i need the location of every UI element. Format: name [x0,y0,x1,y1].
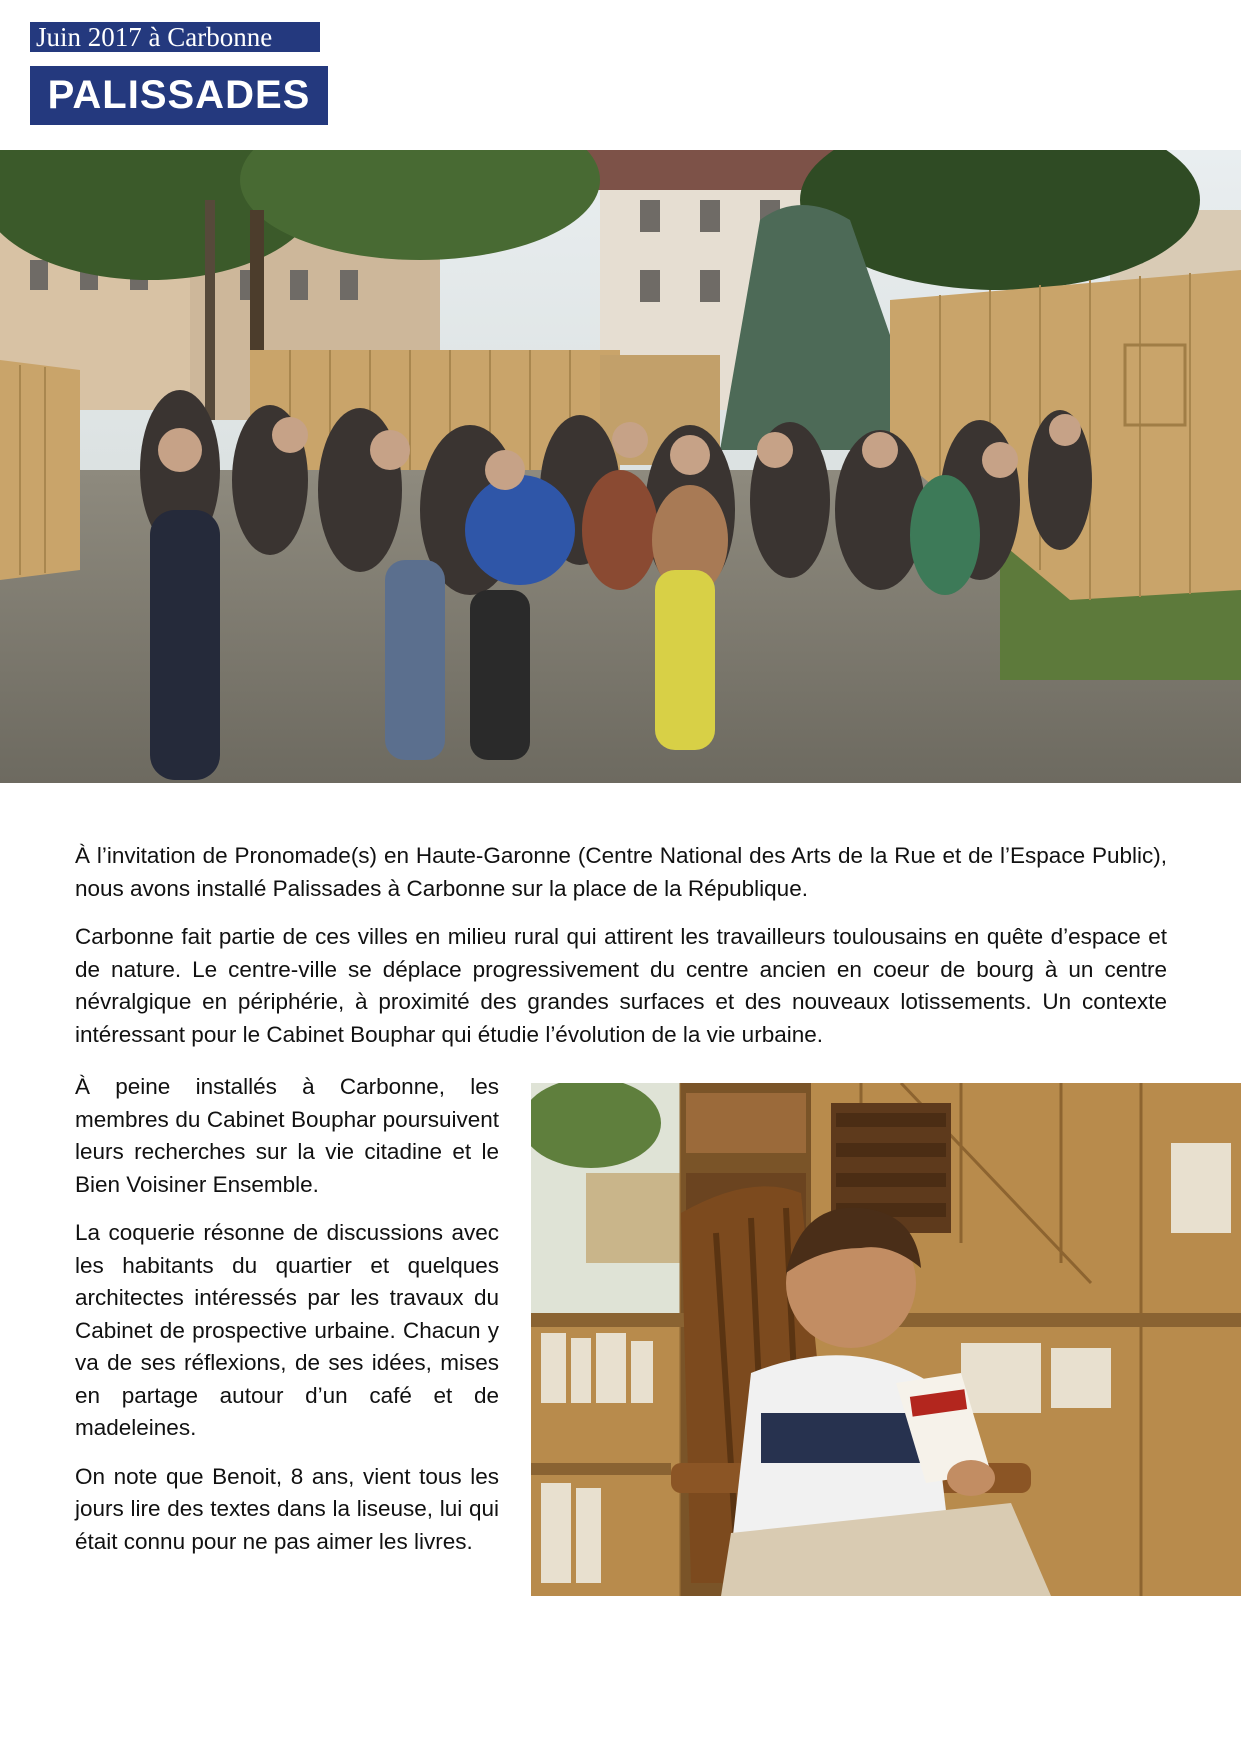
side-paragraph-2: La coquerie résonne de discussions avec les habitants du quartier et quelques architectes intéressés par les travaux du Cabinet de prospective urbaine. Chacun y va de ses réflexions, de ses idées, mises en partage autour d’un café et de madeleines. [75,1220,499,1440]
intro-text [75,840,1167,1067]
date-badge: Juin 2017 à Carbonne [30,22,320,52]
page-title: PALISSADES [30,66,328,125]
intro-paragraph-2: Carbonne fait partie de ces villes en milieu rural qui attirent les travailleurs toulousains en quête d’espace et de nature. Le centre-ville se déplace progressivement du centre ancien en coeur de bourg à un centre névralgique en périphérie, à proximité des grandes surfaces et des nouveaux lotissements. Un contexte intéressant pour le Cabinet Bouphar qui étudie l’évolution de la vie urbaine. [75,924,1167,1047]
side-text [75,1071,499,1574]
crowd-palisades-illustration [0,150,1241,783]
boy-reading-photo [531,1083,1241,1596]
crowd-palisades-photo [0,150,1241,783]
side-paragraph-1: À peine installés à Carbonne, les membres du Cabinet Bouphar poursuivent leurs recherches sur la vie citadine et le Bien Voisiner Ensemble. [75,1074,499,1197]
boy-reading-illustration [531,1083,1241,1596]
side-paragraph-3: On note que Benoit, 8 ans, vient tous les jours lire des textes dans la liseuse, lui qui était connu pour ne pas aimer les livres. [75,1463,499,1554]
intro-paragraph-1: À l’invitation de Pronomade(s) en Haute-Garonne (Centre National des Arts de la Rue et de l’Espace Public), nous avons installé Palissades à Carbonne sur la place de la République. [75,843,1167,901]
